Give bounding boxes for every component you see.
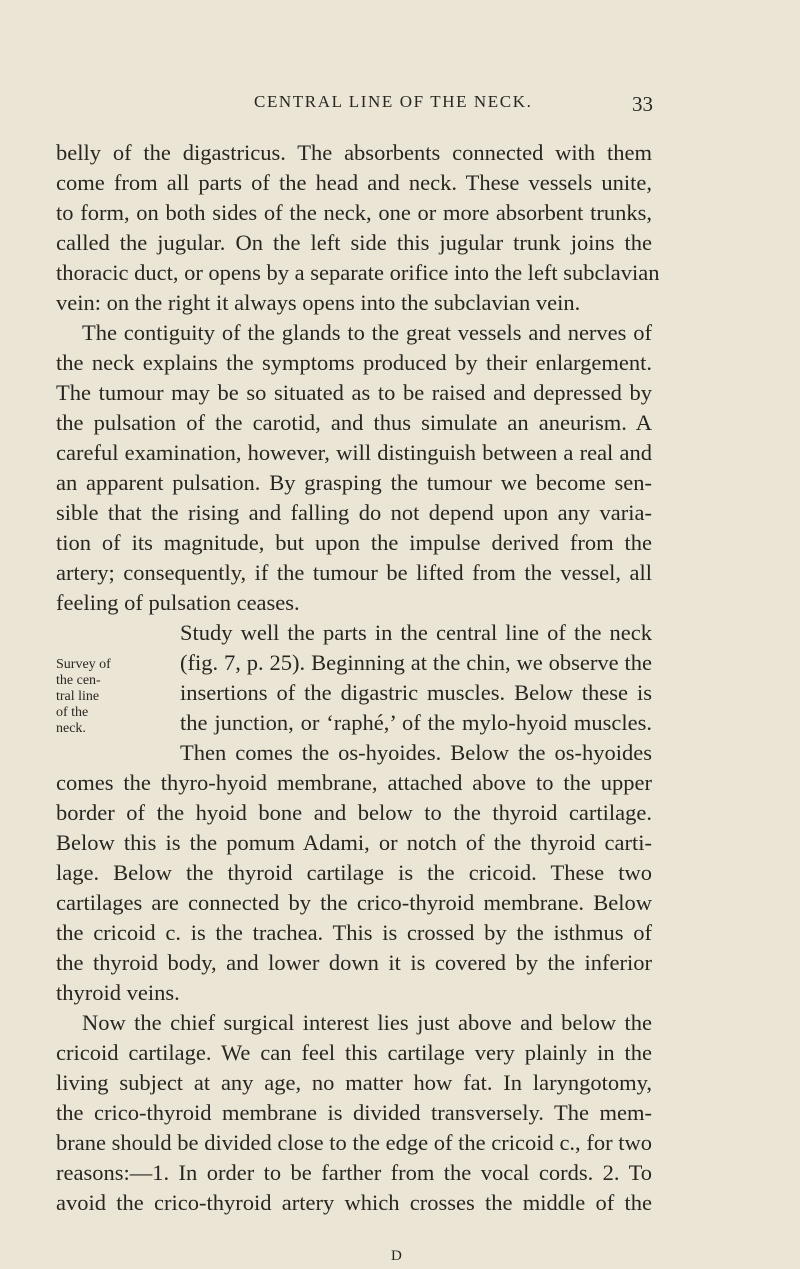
text-line: tion of its magnitude, but upon the impulse derived from the [56, 530, 652, 555]
text-line: thoracic duct, or opens by a separate orifice into the left subclavian [56, 260, 660, 285]
text-line: sible that the rising and falling do not depend upon any varia- [56, 500, 652, 525]
running-title: CENTRAL LINE OF THE NECK. [254, 92, 533, 111]
text-line: brane should be divided close to the edge of the cricoid c., for two [56, 1130, 652, 1155]
text-line: lage. Below the thyroid cartilage is the cricoid. These two [56, 860, 652, 885]
text-line: feeling of pulsation ceases. [56, 590, 300, 615]
margin-note-line: Survey of [56, 657, 111, 672]
text-line: Now the chief surgical interest lies just above and below the [82, 1010, 652, 1035]
text-line: The contiguity of the glands to the great vessels and nerves of [82, 320, 652, 345]
text-line: The tumour may be so situated as to be raised and depressed by [56, 380, 652, 405]
text-line: cricoid cartilage. We can feel this cartilage very plainly in the [56, 1040, 652, 1065]
margin-note-line: tral line [56, 689, 100, 704]
text-line: the thyroid body, and lower down it is covered by the inferior [56, 950, 652, 975]
text-line: the crico-thyroid membrane is divided transversely. The mem- [56, 1100, 652, 1125]
text-line: insertions of the digastric muscles. Below these is [180, 680, 652, 705]
text-line: comes the thyro-hyoid membrane, attached above to the upper [56, 770, 652, 795]
signature-mark: D [391, 1248, 402, 1264]
page-number: 33 [632, 92, 653, 116]
text-line: Then comes the os-hyoides. Below the os-hyoides [180, 740, 652, 765]
text-line: belly of the digastricus. The absorbents connected with them [56, 140, 652, 165]
text-line: come from all parts of the head and neck. These vessels unite, [56, 170, 652, 195]
text-line: an apparent pulsation. By grasping the tumour we become sen- [56, 470, 652, 495]
text-line: Study well the parts in the central line of the neck [180, 620, 652, 645]
margin-note-line: of the [56, 705, 89, 720]
text-line: thyroid veins. [56, 980, 180, 1005]
text-line: (fig. 7, p. 25). Beginning at the chin, we observe the [180, 650, 652, 675]
text-line: living subject at any age, no matter how fat. In laryngotomy, [56, 1070, 652, 1095]
text-line: the pulsation of the carotid, and thus simulate an aneurism. A [56, 410, 652, 435]
text-line: the neck explains the symptoms produced by their enlargement. [56, 350, 652, 375]
text-line: vein: on the right it always opens into the subclavian vein. [56, 290, 581, 315]
text-line: called the jugular. On the left side this jugular trunk joins the [56, 230, 652, 255]
text-line: artery; consequently, if the tumour be lifted from the vessel, all [56, 560, 652, 585]
running-head [0, 92, 800, 116]
margin-note-line: neck. [56, 721, 86, 736]
text-line: the junction, or ‘raphé,’ of the mylo-hyoid muscles. [180, 710, 652, 735]
text-line: cartilages are connected by the crico-thyroid membrane. Below [56, 890, 652, 915]
text-line: the cricoid c. is the trachea. This is crossed by the isthmus of [56, 920, 652, 945]
text-line: reasons:—1. In order to be farther from the vocal cords. 2. To [56, 1160, 652, 1185]
margin-note-line: the cen- [56, 673, 101, 688]
text-line: avoid the crico-thyroid artery which crosses the middle of the [56, 1190, 652, 1215]
text-line: border of the hyoid bone and below to the thyroid cartilage. [56, 800, 652, 825]
text-line: to form, on both sides of the neck, one or more absorbent trunks, [56, 200, 652, 225]
text-line: careful examination, however, will distinguish between a real and [56, 440, 652, 465]
text-line: Below this is the pomum Adami, or notch of the thyroid carti- [56, 830, 652, 855]
